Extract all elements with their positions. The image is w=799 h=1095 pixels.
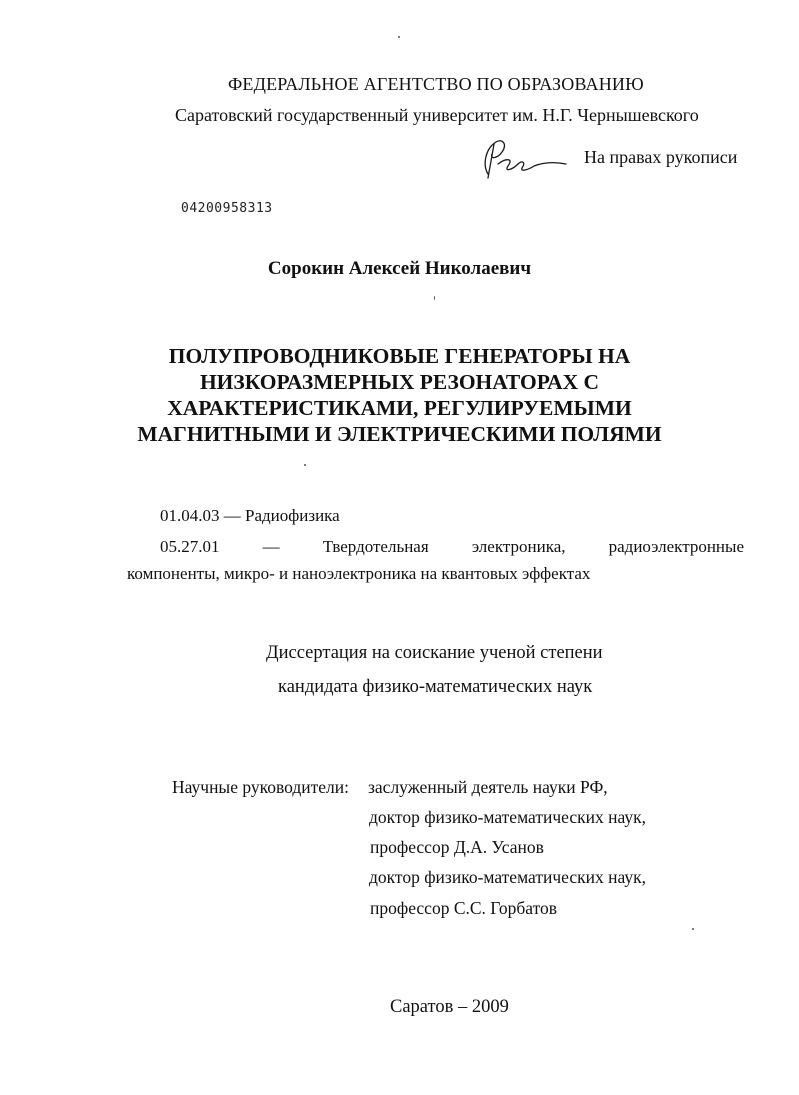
supervisor-line: профессор Д.А. Усанов — [370, 837, 544, 857]
scan-speck — [398, 36, 400, 38]
title-line: МАГНИТНЫМИ И ЭЛЕКТРИЧЕСКИМИ ПОЛЯМИ — [137, 422, 662, 446]
specialty-dash: — — [262, 537, 280, 556]
degree-statement-line2: кандидата физико-математических наук — [278, 677, 593, 697]
title-line: ПОЛУПРОВОДНИКОВЫЕ ГЕНЕРАТОРЫ НА — [168, 344, 631, 368]
supervisor-line: доктор физико-математических наук, — [369, 807, 646, 827]
city-year: Саратов – 2009 — [390, 997, 509, 1017]
degree-statement-line1: Диссертация на соискание ученой степени — [266, 643, 603, 663]
dissertation-title — [0, 343, 799, 447]
supervisor-line: доктор физико-математических наук, — [369, 867, 646, 887]
scan-speck — [692, 928, 694, 930]
specialty-word: радиоэлектронные — [608, 537, 744, 556]
scan-speck — [434, 296, 435, 300]
supervisor-line: заслуженный деятель науки РФ, — [368, 777, 608, 797]
specialty-electronics — [160, 536, 744, 558]
specialty-word: электроника, — [471, 537, 566, 556]
agency-heading: ФЕДЕРАЛЬНОЕ АГЕНТСТВО ПО ОБРАЗОВАНИЮ — [228, 74, 644, 94]
manuscript-rights-note: На правах рукописи — [584, 147, 738, 167]
handwritten-signature — [478, 134, 570, 186]
specialty-electronics-continuation: компоненты, микро- и наноэлектроника на квантовых эффектах — [127, 564, 591, 583]
catalog-number: 04200958313 — [181, 201, 273, 216]
university-name: Саратовский государственный университет им. Н.Г. Чернышевского — [175, 105, 699, 125]
supervisor-line: профессор С.С. Горбатов — [370, 898, 558, 918]
supervisors-label: Научные руководители: — [172, 777, 349, 797]
title-line: ХАРАКТЕРИСТИКАМИ, РЕГУЛИРУЕМЫМИ — [167, 396, 632, 420]
author-name: Сорокин Алексей Николаевич — [267, 258, 532, 279]
specialty-radiophysics: 01.04.03 — Радиофизика — [160, 506, 340, 525]
title-line: НИЗКОРАЗМЕРНЫХ РЕЗОНАТОРАХ С — [199, 370, 600, 394]
specialty-word: Твердотельная — [322, 537, 429, 556]
scan-speck — [304, 464, 306, 466]
specialty-code: 05.27.01 — [160, 537, 220, 556]
